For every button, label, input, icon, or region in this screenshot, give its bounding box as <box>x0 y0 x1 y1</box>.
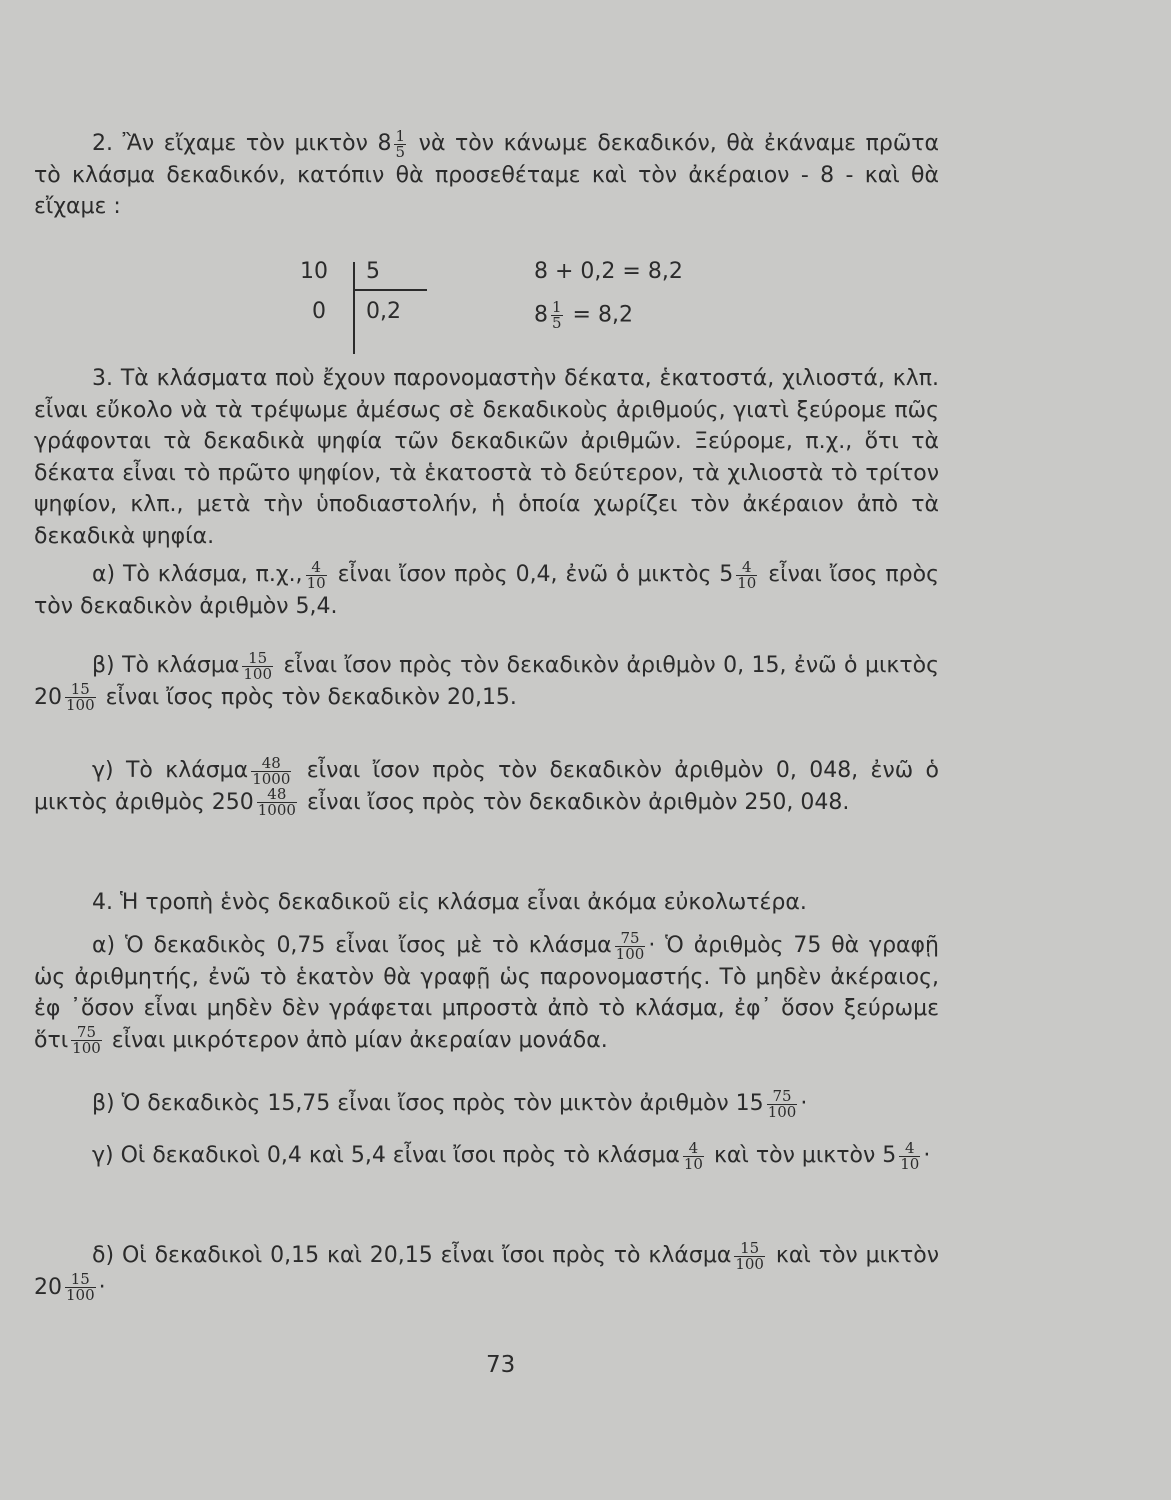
text: γ) Τὸ κλάσμα <box>92 758 249 783</box>
equation-1: 8 + 0,2 = 8,2 <box>534 259 683 284</box>
fraction <box>683 1138 704 1173</box>
whole: 8 <box>534 302 548 328</box>
text: εἶναι ἴσον πρὸς 0,4, ἐνῶ ὁ μικτὸς 5 <box>337 562 734 587</box>
text: γ) Οἱ δεκαδικοὶ 0,4 καὶ 5,4 εἶναι ἴσοι πρὸς τὸ κλάσμα <box>92 1143 680 1168</box>
text: νὰ τὸν κάνωμε δεκαδικόν, θὰ ἐκάναμε πρῶτα τὸ κλάσμα δεκαδικόν, κατόπιν θὰ προσεθέταμε καὶ τὸν ἀκέραιον - 8 - καὶ θὰ εἴχαμε : <box>34 131 940 219</box>
fraction <box>242 648 273 683</box>
numerator: 15 <box>70 680 90 698</box>
text: · <box>98 1274 106 1300</box>
division-vertical-line <box>353 262 355 354</box>
fraction <box>251 753 291 788</box>
paragraph-section-2 <box>34 128 939 223</box>
denominator: 5 <box>395 142 406 161</box>
fraction <box>767 1086 798 1121</box>
denominator: 5 <box>552 314 562 332</box>
equation-2 <box>534 300 633 331</box>
fraction <box>734 1238 765 1273</box>
paragraph-gamma <box>34 755 939 818</box>
numerator: 15 <box>248 648 268 667</box>
fraction <box>615 928 646 963</box>
denominator: 10 <box>900 1154 920 1173</box>
division-remainder: 0 <box>312 299 326 324</box>
paragraph-beta <box>34 650 939 713</box>
paragraph-s4-gamma <box>34 1140 939 1172</box>
text: · <box>800 1091 808 1116</box>
denominator: 100 <box>66 1286 95 1304</box>
fraction <box>394 126 406 161</box>
fraction <box>551 300 563 331</box>
numerator: 15 <box>70 1270 90 1288</box>
numerator: 1 <box>395 126 406 145</box>
page-number: 73 <box>486 1352 516 1378</box>
denominator: 100 <box>72 1039 101 1057</box>
fraction <box>899 1138 920 1173</box>
text: καὶ τὸν μικτὸν 5 <box>713 1143 897 1168</box>
paragraph-s4-alpha <box>34 930 939 1056</box>
paragraph-s4-beta <box>34 1088 939 1120</box>
fraction <box>71 1025 102 1056</box>
denominator: 100 <box>767 1102 797 1121</box>
division-quotient: 0,2 <box>366 299 401 324</box>
denominator: 100 <box>243 664 273 683</box>
denominator: 1000 <box>252 769 291 788</box>
division-horizontal-line <box>355 289 427 291</box>
text: εἶναι ἴσος πρὸς τὸν δεκαδικὸν 20,15. <box>105 684 517 710</box>
denominator: 10 <box>306 573 326 592</box>
denominator: 100 <box>735 1254 764 1273</box>
denominator: 10 <box>683 1154 703 1173</box>
text: α) Ὁ δεκαδικὸς 0,75 εἶναι ἴσος μὲ τὸ κλάσμα <box>92 933 612 958</box>
text: α) Τὸ κλάσμα, π.χ., <box>92 562 303 587</box>
numerator: 4 <box>905 1138 915 1157</box>
text: εἶναι ἴσος πρὸς τὸν δεκαδικὸν ἀριθμὸν 250, 048. <box>306 789 850 815</box>
text: β) Τὸ κλάσμα <box>92 653 240 678</box>
text: · Ὁ ἀριθμὸς 75 θὰ γραφῇ ὡς ἀριθμητής, ἐνῶ τὸ ἑκατὸν θὰ γραφῇ ὡς παρονομαστής. Τὸ μηδὲν ἀκέραιος, ἐφ ᾽ὅσον εἶναι μηδὲν δὲν γράφεται μπροστὰ ἀπὸ τὸ κλάσμα, ἐφ᾽ ὅσον ξεύρωμε ὅτι <box>34 933 939 1053</box>
numerator: 4 <box>742 557 752 576</box>
denominator: 1000 <box>257 801 296 819</box>
fraction <box>257 787 297 818</box>
division-dividend: 10 <box>300 259 328 284</box>
fraction <box>736 557 757 592</box>
numerator: 1 <box>552 298 562 316</box>
text: καὶ τὸν μικτὸν 20 <box>34 1243 939 1300</box>
numerator: 4 <box>311 557 321 576</box>
numerator: 48 <box>267 785 287 803</box>
numerator: 75 <box>772 1086 792 1105</box>
text: 2. Ἂν εἴχαμε τὸν μικτὸν 8 <box>92 131 392 156</box>
division-divisor: 5 <box>366 259 380 284</box>
fraction <box>65 682 96 713</box>
text: εἶναι μικρότερον ἀπὸ μίαν ἀκεραίαν μονάδα. <box>111 1027 608 1053</box>
denominator: 10 <box>737 573 757 592</box>
paragraph-section-4: 4. Ἡ τροπὴ ἑνὸς δεκαδικοῦ εἰς κλάσμα εἶναι ἀκόμα εὐκολωτέρα. <box>92 890 807 915</box>
paragraph-s4-delta <box>34 1240 939 1303</box>
denominator: 100 <box>615 944 645 963</box>
numerator: 15 <box>740 1238 760 1257</box>
text: δ) Οἱ δεκαδικοὶ 0,15 καὶ 20,15 εἶναι ἴσοι πρὸς τὸ κλάσμα <box>92 1243 732 1268</box>
numerator: 48 <box>261 753 281 772</box>
numerator: 75 <box>76 1023 97 1041</box>
denominator: 100 <box>66 696 95 714</box>
text: εἶναι ἴσος πρὸς τὸν δεκαδικὸν ἀριθμὸν 5,4. <box>34 562 939 619</box>
paragraph-section-3: 3. Τὰ κλάσματα ποὺ ἔχουν παρονομαστὴν δέκατα, ἑκατοστά, χιλιοστά, κλπ. εἶναι εὔκολο νὰ τὰ τρέψωμε ἀμέσως σὲ δεκαδικοὺς ἀριθμούς, γιατὶ ξεύρομε πῶς γράφονται τὰ δεκαδικὰ ψηφία τῶν δεκαδικῶν ἀριθμῶν. Ξεύρομε, π.χ., ὅτι τὰ δέκατα εἶναι τὸ πρῶτο ψηφίον, τὰ ἑκατοστὰ τὸ δεύτερον, τὰ χιλιοστὰ τὸ τρίτον ψηφίον, κλπ., μετὰ τὴν ὑποδιαστολήν, ἡ ὁποία χωρίζει τὸν ἀκέραιον ἀπὸ τὰ δεκαδικὰ ψηφία. <box>34 366 939 549</box>
paragraph-alpha <box>34 559 939 622</box>
fraction <box>65 1272 96 1303</box>
numerator: 75 <box>620 928 640 947</box>
text: · <box>923 1143 931 1168</box>
text: εἶναι ἴσον πρὸς τὸν δεκαδικὸν ἀριθμὸν 0, 048, ἐνῶ ὁ μικτὸς ἀριθμὸς 250 <box>34 758 939 815</box>
fraction <box>306 557 327 592</box>
text: = 8,2 <box>572 302 633 328</box>
text: β) Ὁ δεκαδικὸς 15,75 εἶναι ἴσος πρὸς τὸν μικτὸν ἀριθμὸν 15 <box>92 1091 764 1116</box>
text: εἶναι ἴσον πρὸς τὸν δεκαδικὸν ἀριθμὸν 0, 15, ἐνῶ ὁ μικτὸς 20 <box>34 653 939 710</box>
numerator: 4 <box>688 1138 699 1157</box>
